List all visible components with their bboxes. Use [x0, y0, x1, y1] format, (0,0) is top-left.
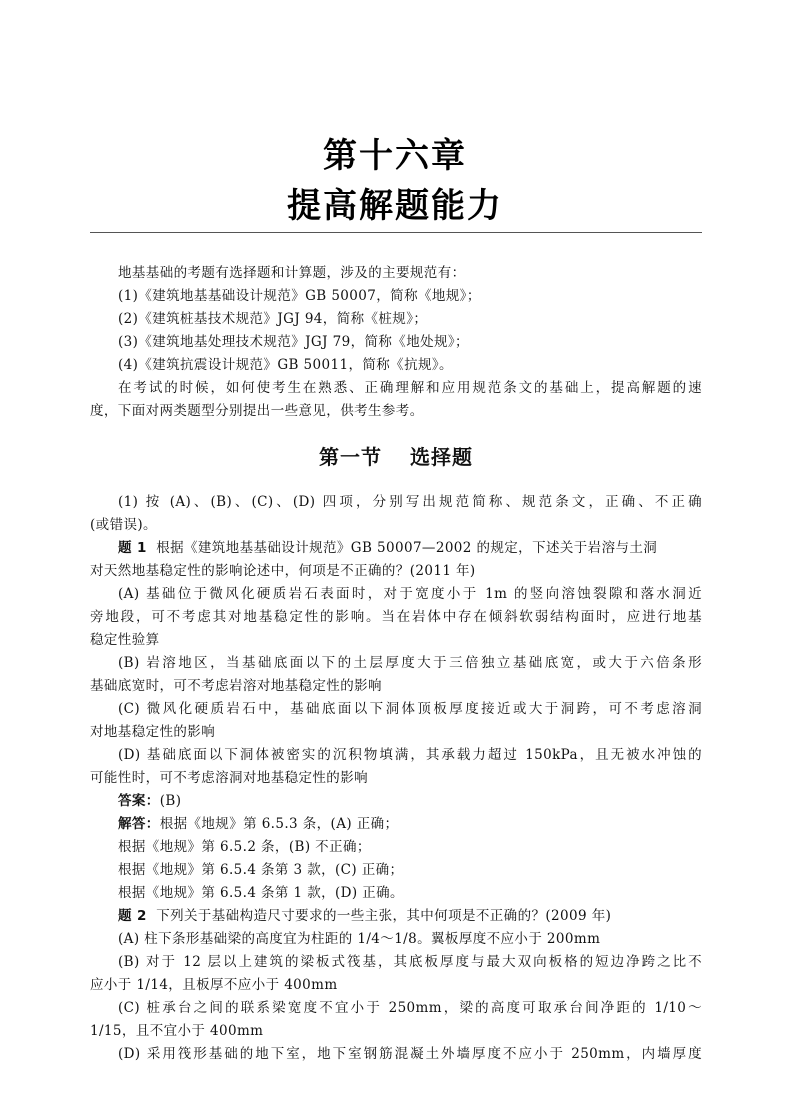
intro-closing-line-2: 度，下面对两类题型分别提出一些意见，供考生参考。 — [90, 403, 424, 419]
q2-option-a: (A) 柱下条形基础梁的高度宜为柱距的 1/4～1/8。翼板厚度不应小于 200mm — [118, 931, 601, 947]
q1-answer — [90, 790, 702, 813]
q2-option-b-line-1: (B) 对于 12 层以上建筑的梁板式筏基，其底板厚度与最大双向板格的短边净跨之比不 — [118, 954, 702, 970]
method-line-1: (1) 按 (A)、(B)、(C)、(D) 四项，分别写出规范简称、规范条文，正确、不正确 — [118, 494, 702, 510]
question-1-stem: 题 1 根据《建筑地基基础设计规范》GB 50007—2002 的规定，下述关于岩溶与土洞 — [118, 540, 658, 556]
q2-option-c-line-1: (C) 桩承台之间的联系梁宽度不宜小于 250mm，梁的高度可取承台间净距的 1/10～ — [118, 1000, 702, 1016]
method-line-2: (或错误)。 — [90, 517, 157, 533]
intro-lead: 地基基础的考题有选择题和计算题，涉及的主要规范有： — [118, 265, 466, 281]
q1-option-a-line-3: 稳定性验算 — [90, 632, 160, 648]
chapter-title: 提高解题能力 — [287, 186, 503, 226]
q1-option-c-line-1: (C) 微风化硬质岩石中，基础底面以下洞体顶板厚度接近或大于洞跨，可不考虑溶洞 — [118, 701, 702, 717]
section-label: 第一节 — [319, 445, 382, 469]
q1-solution-2: 根据《地规》第 6.5.2 条，(B) 不正确； — [118, 839, 371, 855]
q1-option-d-line-2: 可能性时，可不考虑溶洞对地基稳定性的影响 — [90, 770, 368, 786]
intro-closing-line-1: 在考试的时候，如何使考生在熟悉、正确理解和应用规范条文的基础上，提高解题的速 — [118, 380, 702, 396]
section-heading — [90, 423, 702, 491]
q1-option-b-line-1: (B) 岩溶地区，当基础底面以下的土层厚度大于三倍独立基础底宽，或大于六倍条形 — [118, 655, 702, 671]
q2-option-c-line-2: 1/15，且不宜小于 400mm — [90, 1023, 264, 1039]
q1-option-a-line-1: (A) 基础位于微风化硬质岩石表面时，对于宽度小于 1m 的竖向溶蚀裂隙和落水洞近 — [118, 586, 702, 602]
question-1-stem-cont: 对天然地基稳定性的影响论述中，何项是不正确的？(2011 年) — [90, 563, 476, 579]
solution-label: 解答： — [118, 816, 160, 832]
q1-solution-3: 根据《地规》第 6.5.4 条第 3 款，(C) 正确； — [118, 862, 404, 878]
question-2-label: 题 2 — [118, 908, 147, 924]
code-item-2: (2)《建筑桩基技术规范》JGJ 94，简称《桩规》； — [118, 311, 428, 327]
q1-option-c-line-2: 对地基稳定性的影响 — [90, 724, 216, 740]
answer-value: (B) — [159, 793, 182, 809]
question-2-stem: 题 2 下列关于基础构造尺寸要求的一些主张，其中何项是不正确的？(2009 年) — [118, 908, 612, 924]
code-item-3: (3)《建筑地基处理技术规范》JGJ 79，简称《地处规》； — [118, 334, 469, 350]
title-divider — [90, 232, 702, 233]
code-item-1: (1)《建筑地基基础设计规范》GB 50007，简称《地规》； — [118, 288, 481, 304]
q1-option-a-line-2: 旁地段，可不考虑其对地基稳定性的影响。当在岩体中存在倾斜软弱结构面时，应进行地基 — [90, 609, 702, 625]
q1-solution-4: 根据《地规》第 6.5.4 条第 1 款，(D) 正确。 — [118, 885, 404, 901]
answer-label: 答案： — [118, 793, 160, 809]
q1-option-d-line-1: (D) 基础底面以下洞体被密实的沉积物填满，其承载力超过 150kPa，且无被水冲蚀的 — [118, 747, 702, 763]
q1-solution-1: 解答：根据《地规》第 6.5.3 条，(A) 正确； — [118, 816, 399, 832]
chapter-number: 第十六章 — [323, 136, 467, 176]
question-1-label: 题 1 — [118, 540, 147, 556]
section-title: 选择题 — [410, 445, 473, 469]
code-item-4: (4)《建筑抗震设计规范》GB 50011，简称《抗规》。 — [118, 357, 453, 373]
page-body — [90, 262, 702, 1066]
q2-option-b-line-2: 应小于 1/14，且板厚不应小于 400mm — [90, 977, 338, 993]
q2-option-d-line-1: (D) 采用筏形基础的地下室，地下室钢筋混凝土外墙厚度不应小于 250mm，内墙厚度 — [118, 1046, 702, 1062]
q1-option-b-line-2: 基础底宽时，可不考虑岩溶对地基稳定性的影响 — [90, 678, 382, 694]
